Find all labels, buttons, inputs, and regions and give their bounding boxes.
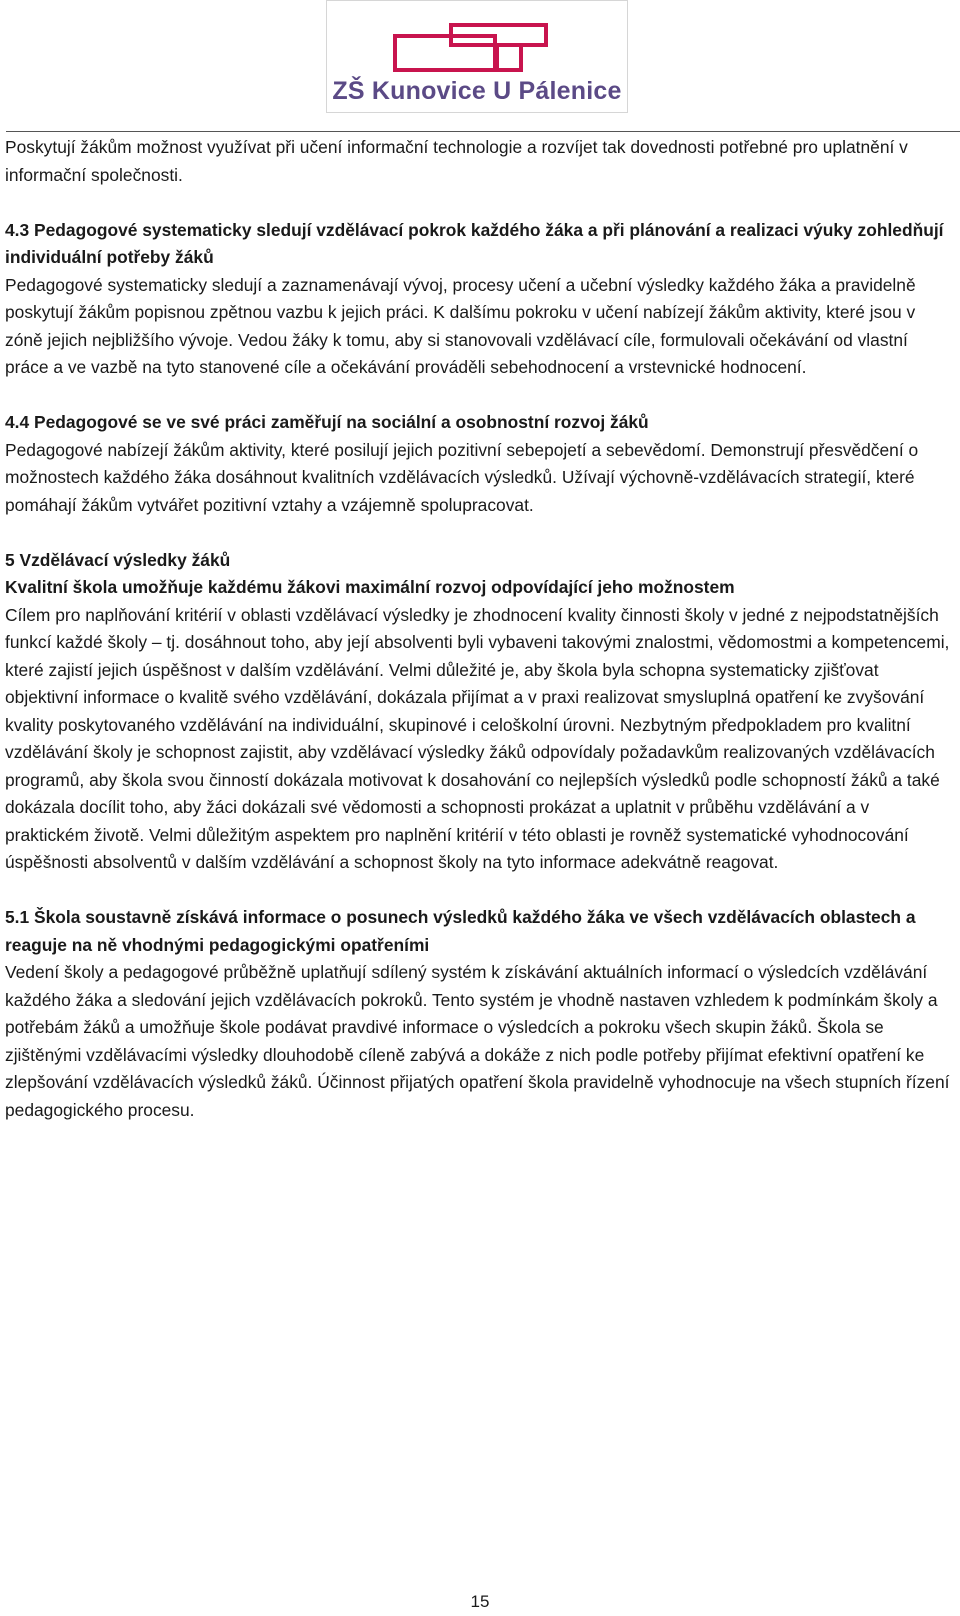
logo-text: ZŠ Kunovice U Pálenice (332, 77, 622, 105)
section-block (5, 547, 955, 877)
section-text: Poskytují žákům možnost využívat při učení informační technologie a rozvíjet tak dovednosti potřebné pro uplatnění v informační společnosti. (5, 137, 908, 185)
section-block (5, 409, 955, 519)
section-heading: Kvalitní škola umožňuje každému žákovi maximální rozvoj odpovídající jeho možnostem (5, 577, 735, 597)
school-logo (326, 0, 628, 113)
section-text: Pedagogové systematicky sledují a zaznamenávají vývoj, procesy učení a učební výsledky každého žáka a pravidelně poskytují žákům popisnou zpětnou vazbu k jejich práci. K dalšímu pokroku v učení nabízejí žákům aktivity, které jsou v zóně jejich nejbližšího vývoje. Vedou žáky k tomu, aby si stanovovali vzdělávací cíle, formulovali očekávání od vlastní práce a ve vazbě na tyto stanovené cíle a očekávání prováděli sebehodnocení a vrstevnické hodnocení. (5, 274, 916, 377)
document-body (5, 134, 955, 1152)
page-number: 15 (470, 1592, 490, 1611)
section-heading: 5 Vzdělávací výsledky žáků (5, 549, 231, 570)
section-heading: 5.1 Škola soustavně získává informace o posunech výsledků každého žáka ve všech vzdělávacích oblastech a reaguje na ně vhodnými pedagogickými opatřeními (5, 907, 916, 955)
section-heading: 4.4 Pedagogové se ve své práci zaměřují na sociální a osobnostní rozvoj žáků (5, 412, 649, 432)
section-text: Vedení školy a pedagogové průběžně uplatňují sdílený systém k získávání aktuálních informací o výsledcích vzdělávání každého žáka a sledování jejich vzdělávacích pokroků. Tento systém je vhodně nastaven vzhledem k podmínkám školy a potřebám žáků a umožňuje škole podávat pravdivé informace o výsledcích a pokroku všech skupin žáků. Škola se zjištěnými vzdělávacími výsledky dlouhodobě cíleně zabývá a dokáže z nich podle potřeby přijímat efektivní opatření ke zlepšování vzdělávacích výsledků žáků. Účinnost přijatých opatření škola pravidelně vyhodnocuje na všech stupních řízení pedagogického procesu. (5, 962, 950, 1120)
logo-graphic (327, 1, 629, 81)
section-heading: 4.3 Pedagogové systematicky sledují vzdělávací pokrok každého žáka a při plánování a realizaci výuky zohledňují individuální potřeby žáků (5, 219, 944, 267)
section-text: Pedagogové nabízejí žákům aktivity, které posilují jejich pozitivní sebepojetí a sebevědomí. Demonstrují přesvědčení o možnostech každého žáka dosáhnout kvalitních vzdělávacích výsledků. Užívají výchovně-vzdělávacích strategií, které pomáhají žákům vytvářet pozitivní vztahy a vzájemně spolupracovat. (5, 439, 919, 515)
section-block (5, 134, 955, 189)
section-text: Cílem pro naplňování kritérií v oblasti vzdělávací výsledky je zhodnocení kvality činnosti školy v jedné z nejpodstatnějších funkcí každé školy – tj. dosáhnout toho, aby její absolventi byli vybaveni takovými znalostmi, vědomostmi a kompetencemi, které zajistí jejich úspěšnost v dalším vzdělávání. Velmi důležité je, aby škola byla schopna systematicky zjišťovat objektivní informace o kvalitě svého vzdělávání, dokázala přijímat a v praxi realizovat smysluplná opatření ke zvyšování kvality poskytovaného vzdělávání na individuální, skupinové i celoškolní úrovni. Nezbytným předpokladem pro kvalitní vzdělávání školy je schopnost zajistit, aby vzdělávací výsledky žáků odpovídaly požadavkům realizovaných vzdělávacích programů, aby škola svou činností dokázala motivovat k dosahování co nejlepších výsledků podle schopností žáků a také dokázala docílit toho, aby žáci dokázali své vědomosti a schopnosti prokázat a uplatnit v průběhu vzdělávání a v praktickém životě. Velmi důležitým aspektem pro naplnění kritérií v této oblasti je rovněž systematické vyhodnocování úspěšnosti absolventů v dalším vzdělávání a schopnost školy na tyto informace adekvátně reagovat. (5, 604, 950, 872)
section-block (5, 217, 955, 382)
header-rule (6, 131, 960, 132)
section-block (5, 904, 955, 1124)
